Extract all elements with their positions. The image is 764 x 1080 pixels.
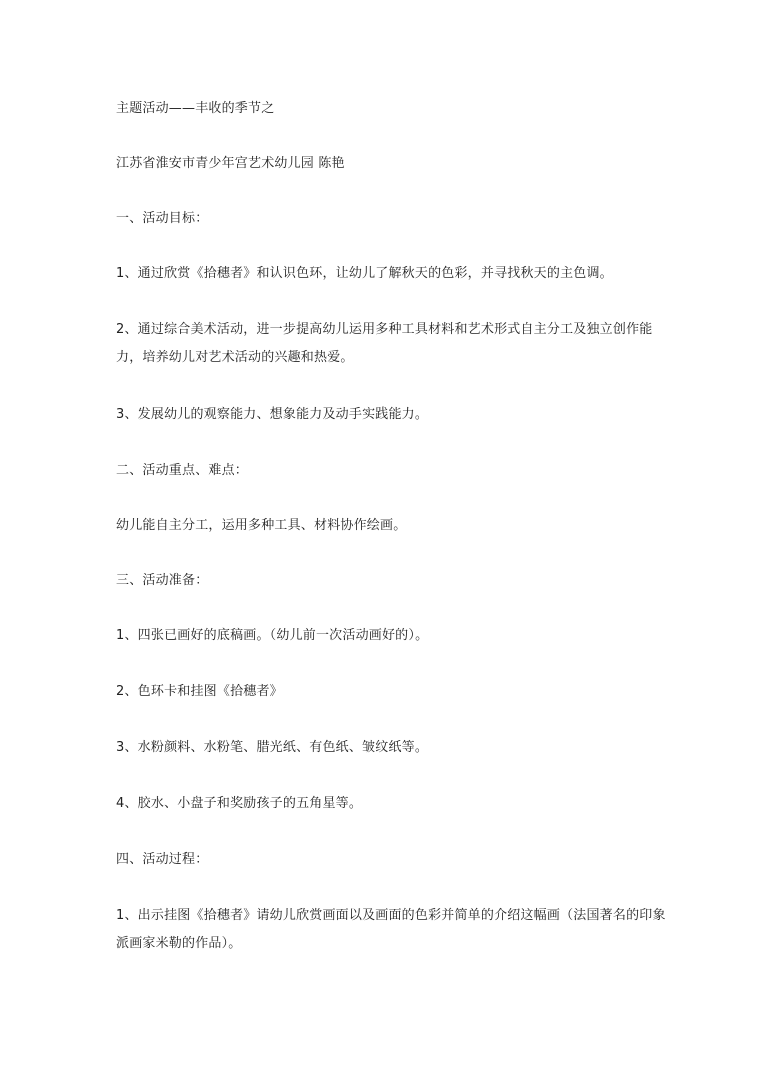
author-line: 江苏省淮安市青少年宫艺术幼儿园 陈艳 — [116, 156, 345, 171]
preparation-item-4: 4、胶水、小盘子和奖励孩子的五角星等。 — [116, 796, 363, 811]
document-title: 主题活动——丰收的季节之 — [116, 101, 275, 116]
key-points-text: 幼儿能自主分工，运用多种工具、材料协作绘画。 — [116, 518, 407, 533]
section-heading-process: 四、活动过程： — [116, 852, 209, 867]
section-heading-preparation: 三、活动准备： — [116, 573, 209, 588]
process-item-1: 1、出示挂图《拾穗者》请幼儿欣赏画面以及画面的色彩并简单的介绍这幅画（法国著名的印象派画家米勒的作品）。 — [116, 908, 666, 951]
preparation-item-3: 3、水粉颜料、水粉笔、腊光纸、有色纸、皱纹纸等。 — [116, 740, 429, 755]
goal-item-2: 2、通过综合美术活动，进一步提高幼儿运用多种工具材料和艺术形式自主分工及独立创作能力，培养幼儿对艺术活动的兴趣和热爱。 — [116, 322, 653, 365]
section-heading-key-points: 二、活动重点、难点： — [116, 463, 249, 478]
section-heading-goals: 一、活动目标： — [116, 211, 209, 226]
preparation-item-1: 1、四张已画好的底稿画。（幼儿前一次活动画好的）。 — [116, 628, 429, 643]
preparation-item-2: 2、色环卡和挂图《拾穗者》 — [116, 684, 283, 699]
goal-item-3: 3、发展幼儿的观察能力、想象能力及动手实践能力。 — [116, 407, 429, 422]
goal-item-1: 1、通过欣赏《拾穗者》和认识色环，让幼儿了解秋天的色彩，并寻找秋天的主色调。 — [116, 266, 613, 281]
